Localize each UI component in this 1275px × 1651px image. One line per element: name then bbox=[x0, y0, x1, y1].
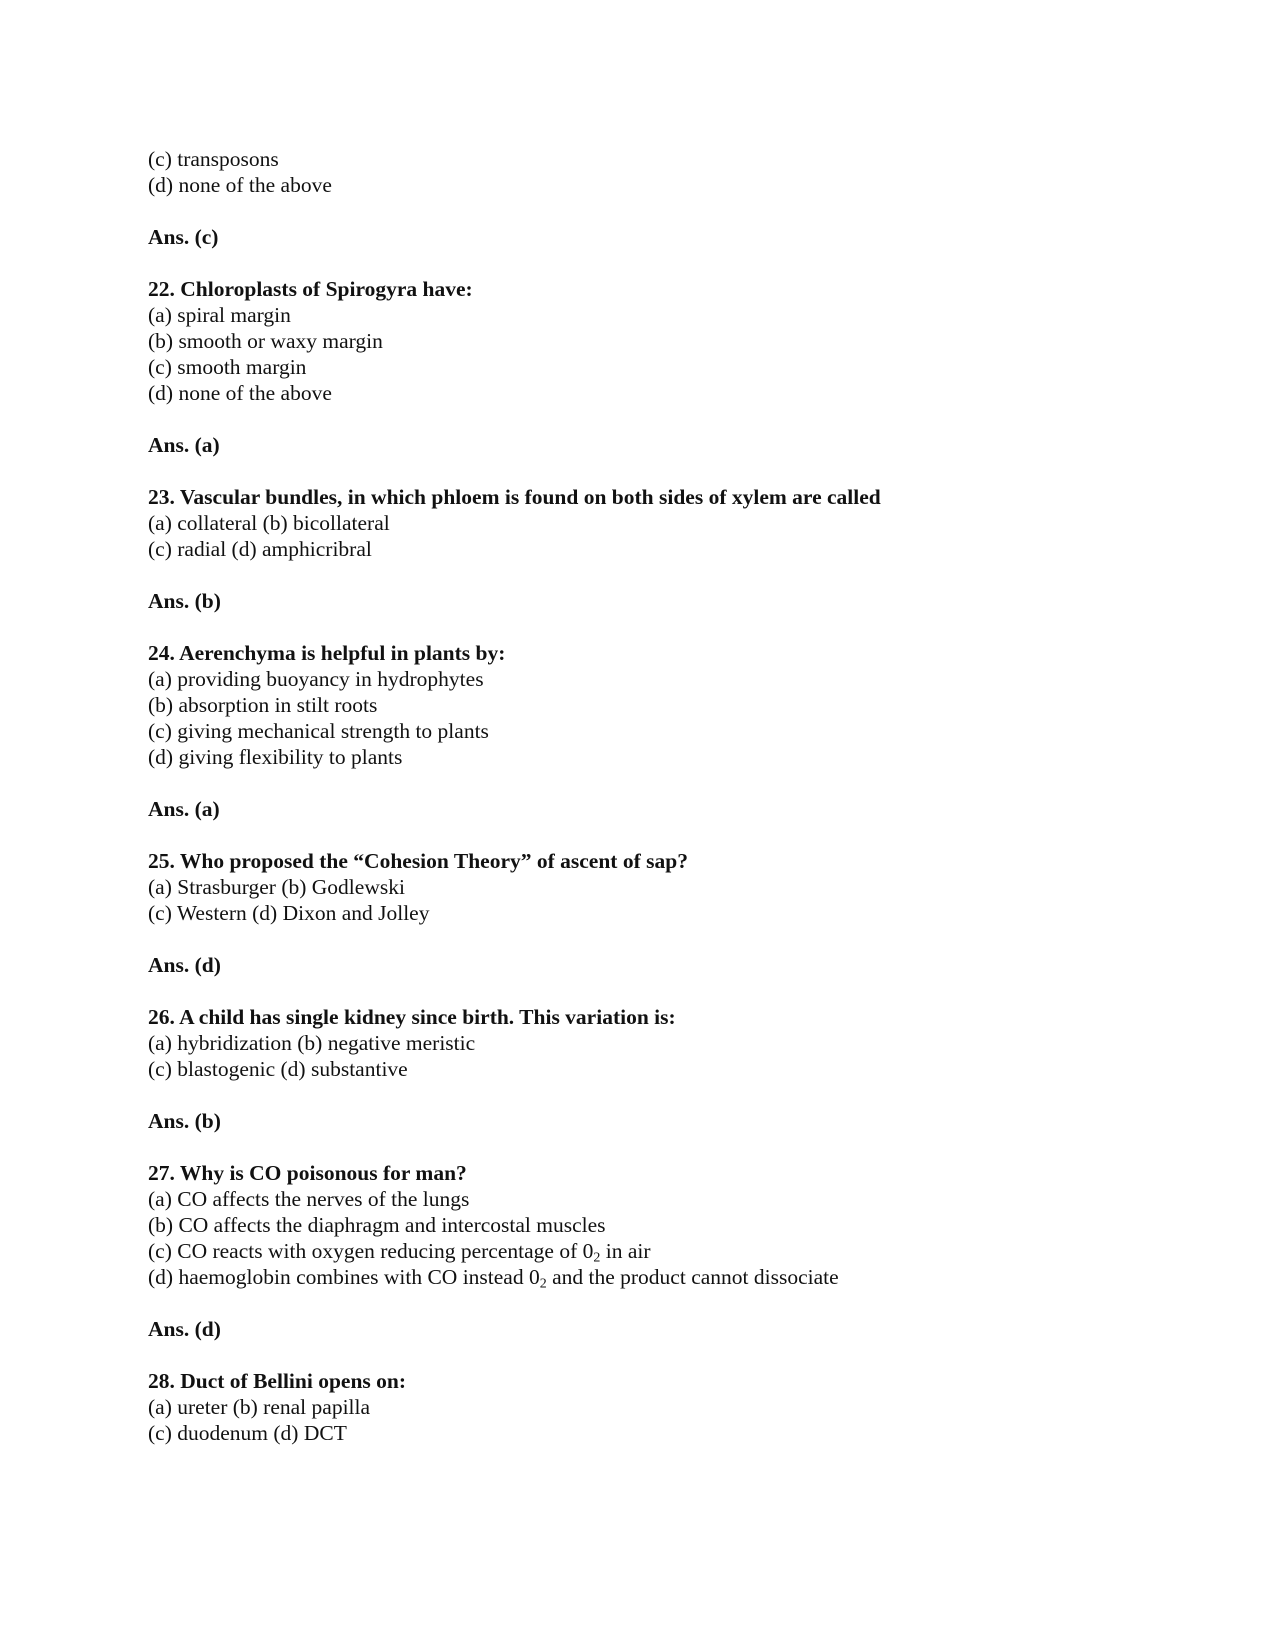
option-line: (b) CO affects the diaphragm and intercostal muscles bbox=[148, 1213, 606, 1237]
option-line: (a) Strasburger (b) Godlewski bbox=[148, 875, 405, 899]
option-line: (c) blastogenic (d) substantive bbox=[148, 1057, 408, 1081]
option-line: (b) smooth or waxy margin bbox=[148, 329, 383, 353]
option-line: (a) collateral (b) bicollateral bbox=[148, 511, 390, 535]
answer-line: Ans. (a) bbox=[148, 797, 220, 821]
option-line: (c) radial (d) amphicribral bbox=[148, 537, 372, 561]
option-line: (d) giving flexibility to plants bbox=[148, 745, 403, 769]
option-line: (a) hybridization (b) negative meristic bbox=[148, 1031, 476, 1055]
option-line: (c) giving mechanical strength to plants bbox=[148, 719, 489, 743]
option-line: (a) spiral margin bbox=[148, 303, 291, 327]
question-26-text: 26. A child has single kidney since birth. This variation is: bbox=[148, 1005, 676, 1029]
option-line: (c) Western (d) Dixon and Jolley bbox=[148, 901, 430, 925]
answer-line: Ans. (a) bbox=[148, 433, 220, 457]
question-22-text: 22. Chloroplasts of Spirogyra have: bbox=[148, 277, 473, 301]
option-line: (c) transposons bbox=[148, 147, 279, 171]
option-line: (d) none of the above bbox=[148, 381, 332, 405]
option-line: (c) duodenum (d) DCT bbox=[148, 1421, 347, 1445]
option-line: (c) CO reacts with oxygen reducing percentage of $0_2$ in air bbox=[148, 1239, 651, 1266]
question-24-text: 24. Aerenchyma is helpful in plants by: bbox=[148, 641, 506, 665]
question-28-text: 28. Duct of Bellini opens on: bbox=[148, 1369, 407, 1393]
answer-line: Ans. (d) bbox=[148, 953, 221, 977]
option-line: (b) absorption in stilt roots bbox=[148, 693, 378, 717]
option-line: (d) haemoglobin combines with CO instead $0_2$ and the product cannot dissociate bbox=[148, 1265, 839, 1292]
answer-line: Ans. (c) bbox=[148, 225, 219, 249]
option-line: (c) smooth margin bbox=[148, 355, 307, 379]
question-23-text: 23. Vascular bundles, in which phloem is found on both sides of xylem are called bbox=[148, 485, 881, 509]
answer-line: Ans. (d) bbox=[148, 1317, 221, 1341]
question-27-text: 27. Why is CO poisonous for man? bbox=[148, 1161, 467, 1185]
option-line: (a) CO affects the nerves of the lungs bbox=[148, 1187, 470, 1211]
option-line: (a) providing buoyancy in hydrophytes bbox=[148, 667, 484, 691]
option-line: (a) ureter (b) renal papilla bbox=[148, 1395, 371, 1419]
question-25-text: 25. Who proposed the “Cohesion Theory” of ascent of sap? bbox=[148, 849, 688, 873]
answer-line: Ans. (b) bbox=[148, 589, 221, 613]
option-line: (d) none of the above bbox=[148, 173, 332, 197]
document-page bbox=[148, 146, 1148, 1446]
answer-line: Ans. (b) bbox=[148, 1109, 221, 1133]
